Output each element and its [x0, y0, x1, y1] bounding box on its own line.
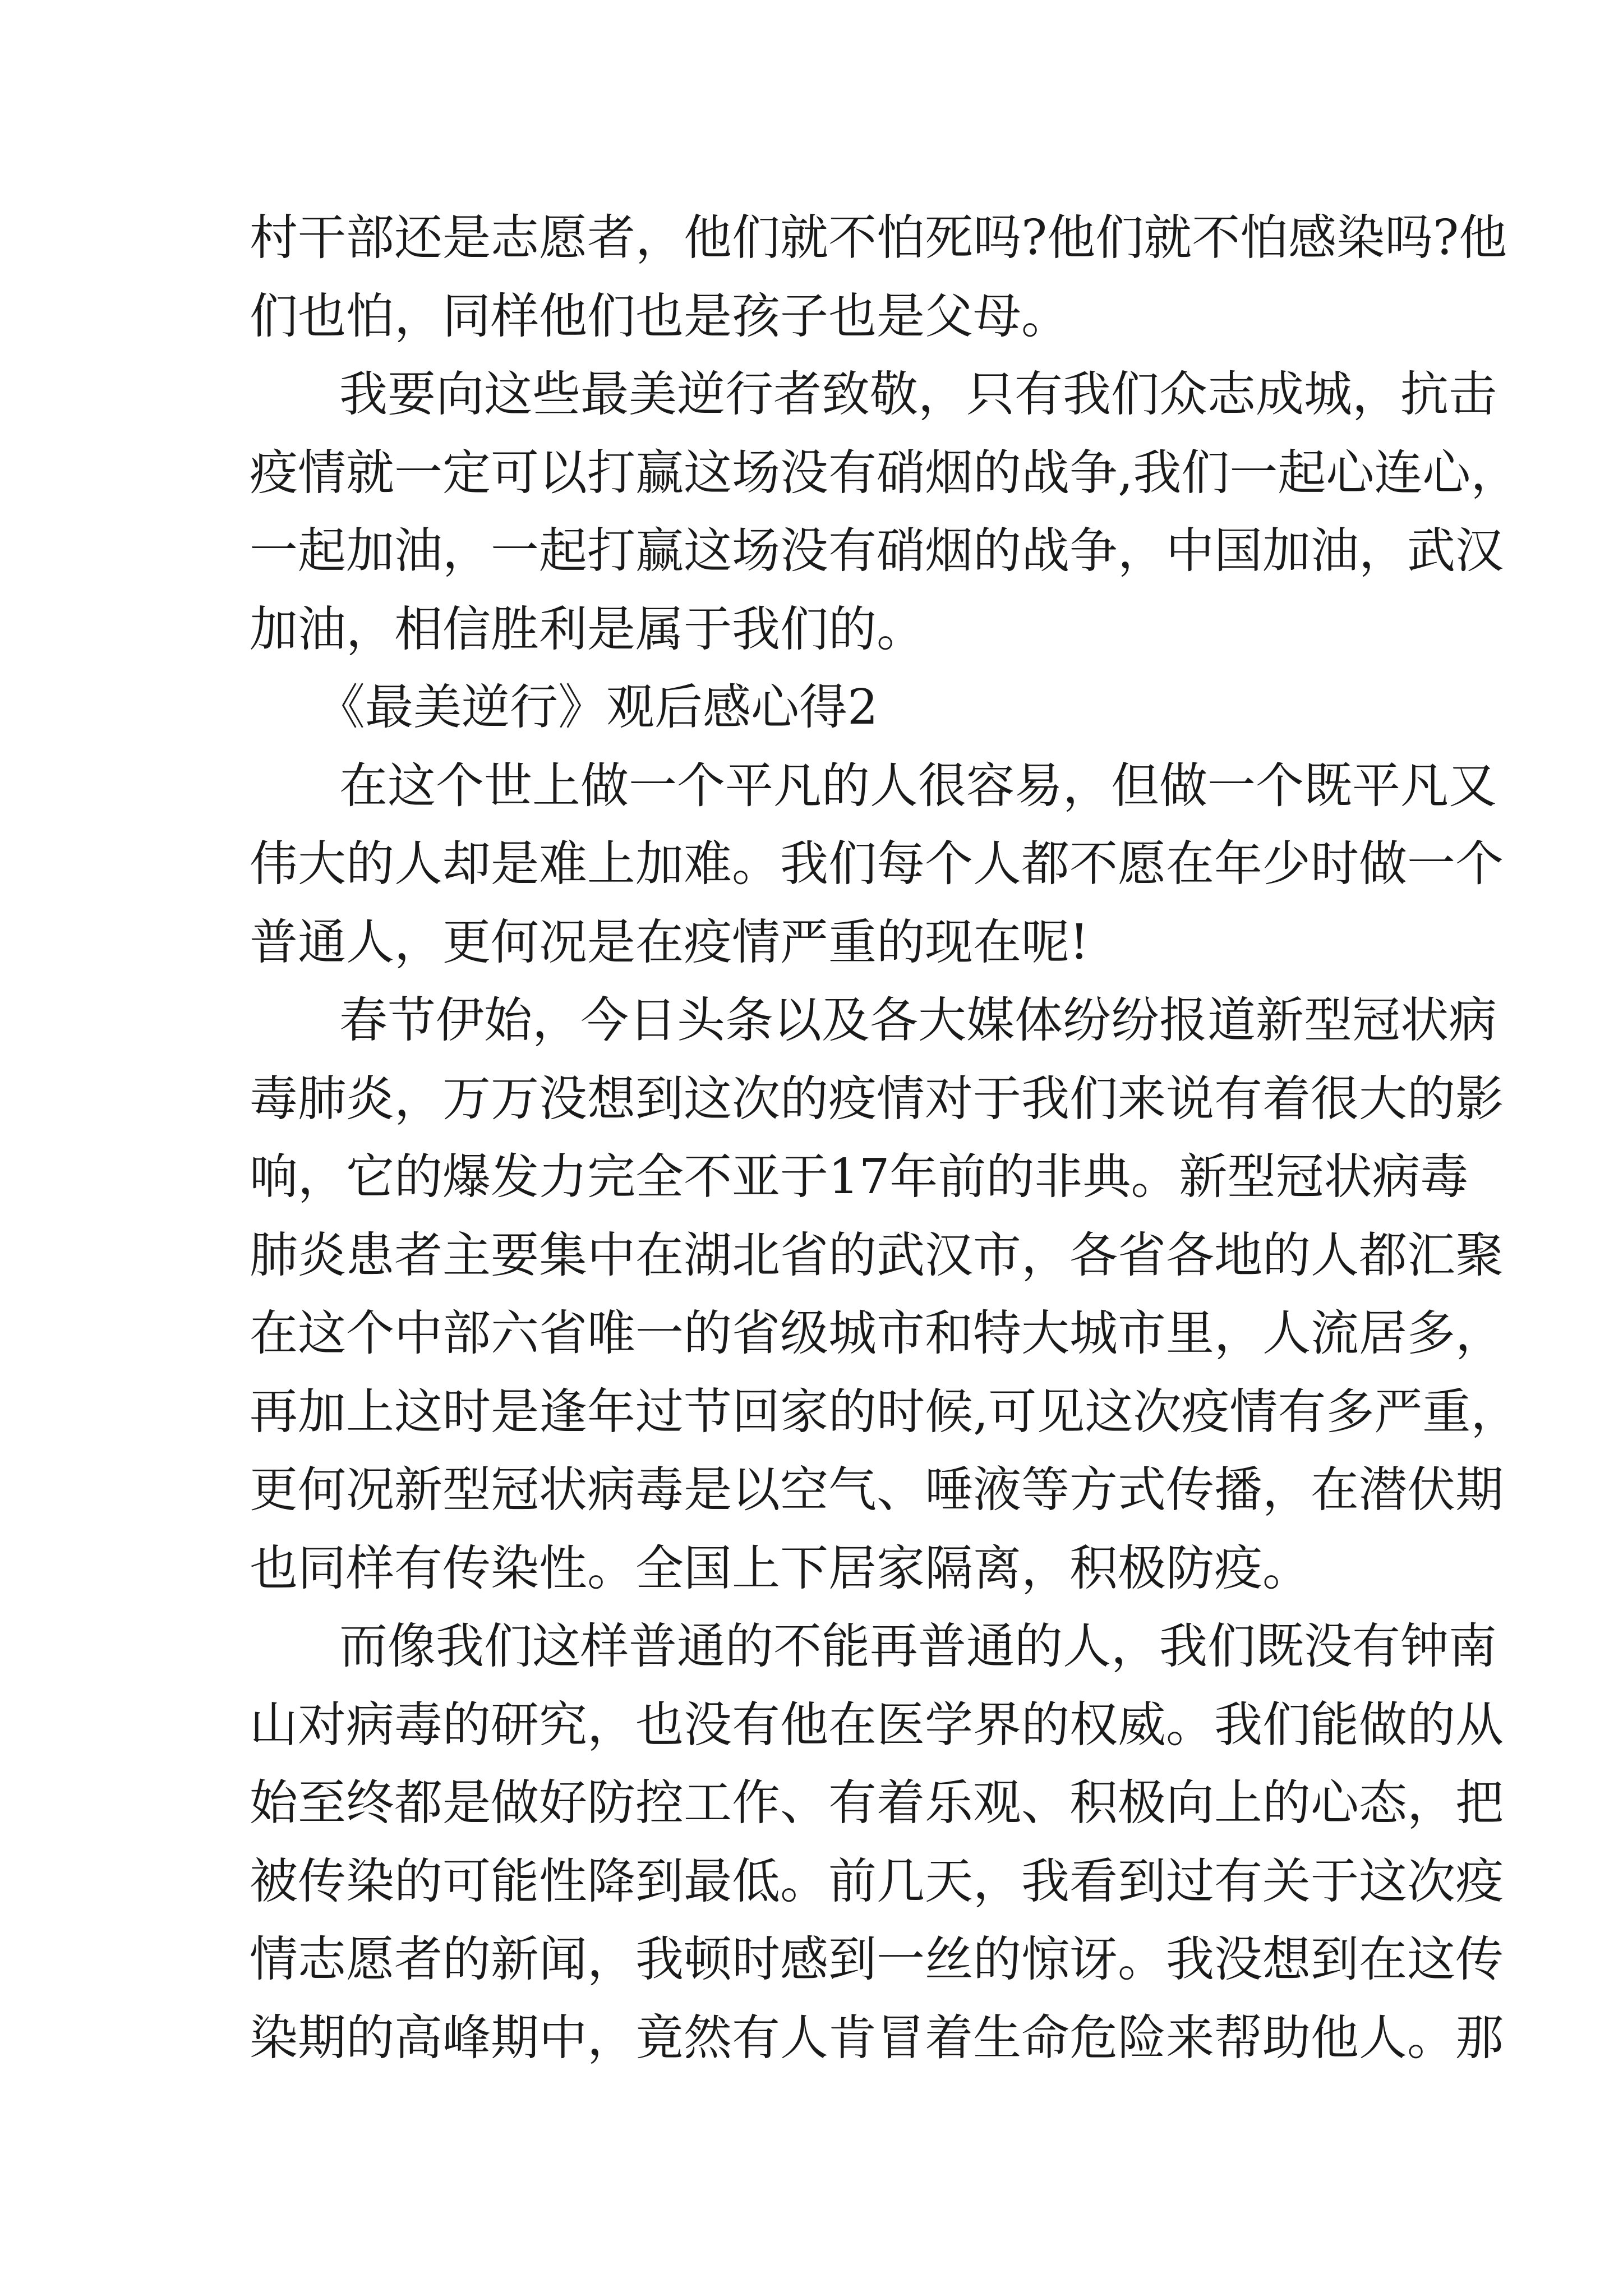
paragraph	[250, 982, 1519, 1608]
heading-text: 《最美逆行》观后感心得2	[317, 679, 878, 735]
text-line: 染期的高峰期中，竟然有人肯冒着生命危险来帮助他人。那	[250, 2009, 1504, 2066]
text-line: 一起加油，一起打赢这场没有硝烟的战争，中国加油，武汉	[250, 523, 1504, 579]
text-line: 在这个中部六省唯一的省级城市和特大城市里，人流居多，	[250, 1305, 1504, 1361]
text-line: 春节伊始，今日头条以及各大媒体纷纷报道新型冠状病	[339, 992, 1497, 1048]
text-line: 始至终都是做好防控工作、有着乐观、积极向上的心态，把	[250, 1775, 1504, 1831]
paragraph	[250, 1608, 1504, 2077]
text-line: 也同样有传染性。全国上下居家隔离，积极防疫。	[250, 1540, 1311, 1596]
text-line: 我要向这些最美逆行者致敬，只有我们众志成城，抗击	[339, 366, 1497, 422]
section-heading	[250, 669, 1388, 747]
text-line: 情志愿者的新闻，我顿时感到一丝的惊讶。我没想到在这传	[250, 1931, 1504, 1987]
paragraph	[250, 356, 1519, 669]
document-body	[250, 199, 1519, 2077]
text-line: 被传染的可能性降到最低。前几天，我看到过有关于这次疫	[250, 1853, 1504, 1910]
text-line: 村干部还是志愿者，他们就不怕死吗?他们就不怕感染吗?他	[250, 210, 1507, 266]
text-line: 更何况新型冠状病毒是以空气、唾液等方式传播，在潜伏期	[250, 1462, 1504, 1518]
text-line: 再加上这时是逢年过节回家的时候,可见这次疫情有多严重，	[250, 1383, 1519, 1440]
text-line: 毒肺炎，万万没想到这次的疫情对于我们来说有着很大的影	[250, 1070, 1504, 1127]
paragraph	[250, 747, 1504, 982]
text-line: 山对病毒的研究，也没有他在医学界的权威。我们能做的从	[250, 1696, 1504, 1753]
paragraph	[250, 199, 1507, 356]
text-line: 们也怕，同样他们也是孩子也是父母。	[250, 288, 1069, 344]
text-line: 在这个世上做一个平凡的人很容易，但做一个既平凡又	[339, 757, 1497, 814]
text-line: 加油，相信胜利是属于我们的。	[250, 601, 925, 657]
text-line: 疫情就一定可以打赢这场没有硝烟的战争,我们一起心连心，	[250, 444, 1519, 501]
text-line: 肺炎患者主要集中在湖北省的武汉市，各省各地的人都汇聚	[250, 1227, 1504, 1283]
text-line: 伟大的人却是难上加难。我们每个人都不愿在年少时做一个	[250, 836, 1504, 892]
text-line: 普通人，更何况是在疫情严重的现在呢!	[250, 914, 1089, 970]
text-line: 而像我们这样普通的不能再普通的人，我们既没有钟南	[339, 1618, 1497, 1674]
text-line: 响，它的爆发力完全不亚于17年前的非典。新型冠状病毒	[250, 1149, 1469, 1205]
